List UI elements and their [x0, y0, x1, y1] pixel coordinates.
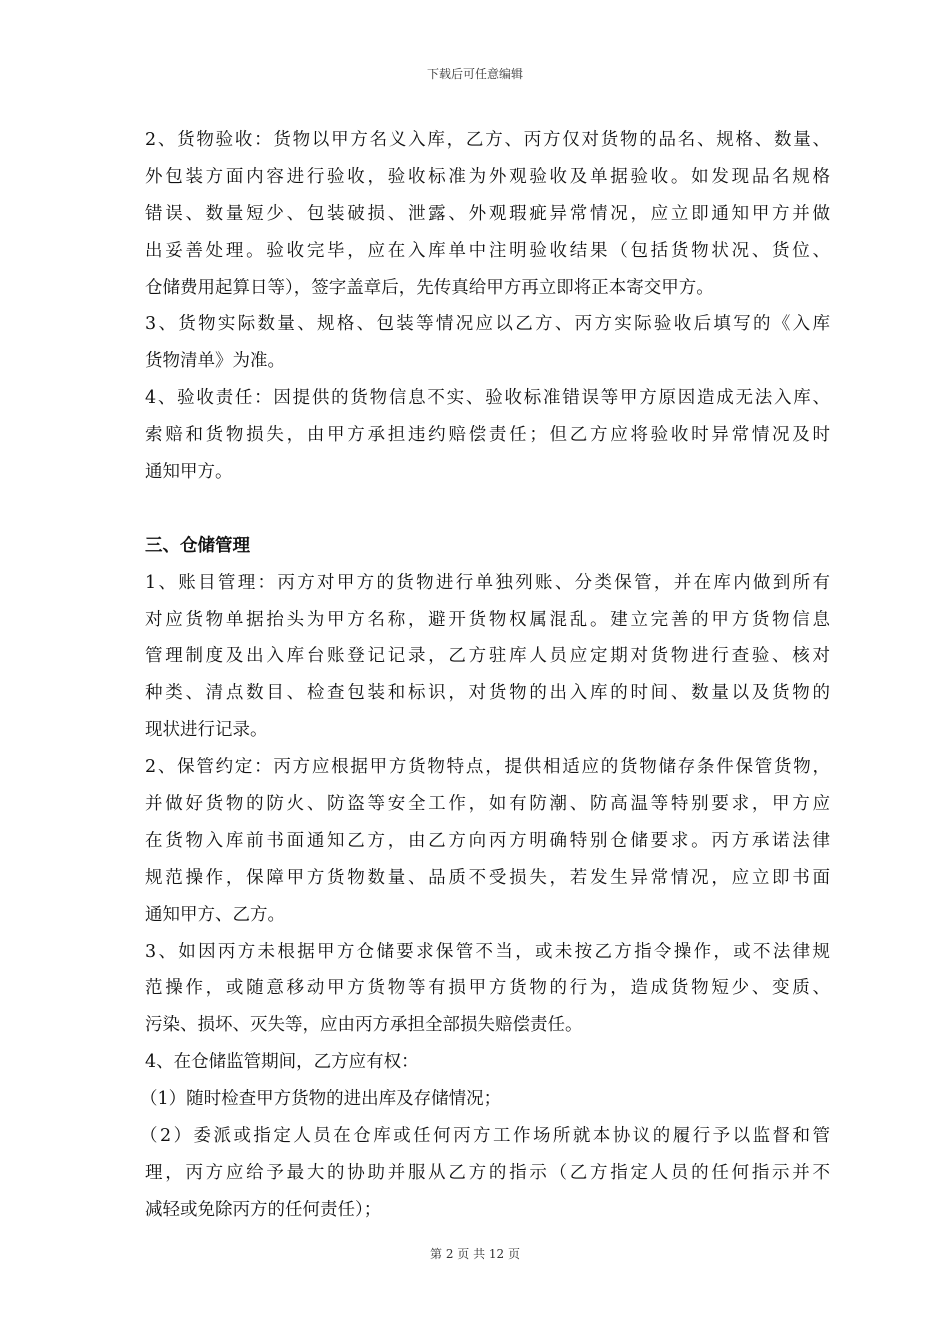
- text-line: 规范操作，保障甲方货物数量、品质不受损失，若发生异常情况，应立即书面: [145, 867, 830, 888]
- text-line: （1）随时检查甲方货物的进出库及存储情况；: [140, 1089, 502, 1110]
- list-item-assign-personnel: [140, 1118, 830, 1229]
- text-line: 理，丙方应给予最大的协助并服从乙方的指示（乙方指定人员的任何指示并不: [145, 1162, 830, 1183]
- paragraph-custody-agreement: [145, 749, 830, 933]
- text-line: 通知甲方、乙方。: [145, 904, 285, 925]
- text-line: 3、如因丙方未根据甲方仓储要求保管不当，或未按乙方指令操作，或不法律规: [145, 941, 830, 962]
- text-line: 错误、数量短少、包装破损、泄露、外观瑕疵异常情况，应立即通知甲方并做: [145, 203, 830, 224]
- text-line: 2、保管约定：丙方应根据甲方货物特点，提供相适应的货物储存条件保管货物，: [145, 757, 830, 778]
- page-header: 下载后可任意编辑: [426, 67, 523, 81]
- text-line: 减轻或免除丙方的任何责任）；: [145, 1199, 382, 1220]
- text-line: 仓储费用起算日等），签字盖章后，先传真给甲方再立即将正本寄交甲方。: [145, 277, 714, 298]
- text-line: 4、在仓储监管期间，乙方应有权：: [145, 1052, 419, 1073]
- text-line: 索赔和货物损失，由甲方承担违约赔偿责任；但乙方应将验收时异常情况及时: [145, 425, 830, 446]
- paragraph-actual-quantity: [145, 306, 830, 380]
- paragraph-inspection-liability: [145, 380, 830, 491]
- paragraph-goods-inspection: [145, 122, 830, 306]
- paragraph-spacer: [145, 491, 830, 528]
- list-item-inspection-right: [140, 1081, 830, 1118]
- paragraph-account-management: [145, 565, 830, 749]
- text-line: 通知甲方。: [145, 462, 233, 483]
- text-line: 1、账目管理：丙方对甲方的货物进行单独列账、分类保管，并在库内做到所有: [145, 572, 830, 593]
- text-line: 3、货物实际数量、规格、包装等情况应以乙方、丙方实际验收后填写的《入库: [145, 314, 830, 335]
- text-line: 2、货物验收：货物以甲方名义入库，乙方、丙方仅对货物的品名、规格、数量、: [145, 130, 830, 150]
- text-line: 货物清单》为准。: [145, 351, 285, 372]
- text-line: 现状进行记录。: [145, 720, 268, 741]
- text-line: 种类、清点数目、检查包装和标识，对货物的出入库的时间、数量以及货物的: [145, 683, 830, 704]
- text-line: 并做好货物的防火、防盗等安全工作，如有防潮、防高温等特别要求，甲方应: [145, 794, 830, 815]
- text-line: 4、验收责任：因提供的货物信息不实、验收标准错误等甲方原因造成无法入库、: [145, 388, 830, 409]
- section-heading: 三、仓储管理: [145, 535, 250, 556]
- text-line: 在货物入库前书面通知乙方，由乙方向丙方明确特别仓储要求。丙方承诺法律: [145, 830, 830, 851]
- text-line: 外包装方面内容进行验收，验收标准为外观验收及单据验收。如发现品名规格: [145, 166, 830, 187]
- paragraph-damage-liability: [145, 934, 830, 1045]
- document-body: [140, 122, 830, 1229]
- text-line: 污染、损坏、灭失等，应由丙方承担全部损失赔偿责任。: [145, 1015, 583, 1036]
- text-line: 对应货物单据抬头为甲方名称，避开货物权属混乱。建立完善的甲方货物信息: [145, 609, 830, 630]
- text-line: 管理制度及出入库台账登记记录，乙方驻库人员应定期对货物进行查验、核对: [145, 646, 830, 667]
- text-line: （2）委派或指定人员在仓库或任何丙方工作场所就本协议的履行予以监督和管: [140, 1126, 830, 1147]
- page-number: 第 2 页 共 12 页: [430, 1247, 520, 1261]
- text-line: 出妥善处理。验收完毕，应在入库单中注明验收结果（包括货物状况、货位、: [145, 240, 830, 261]
- text-line: 范操作，或随意移动甲方货物等有损甲方货物的行为，造成货物短少、变质、: [145, 978, 830, 999]
- paragraph-supervision-rights: [145, 1044, 830, 1081]
